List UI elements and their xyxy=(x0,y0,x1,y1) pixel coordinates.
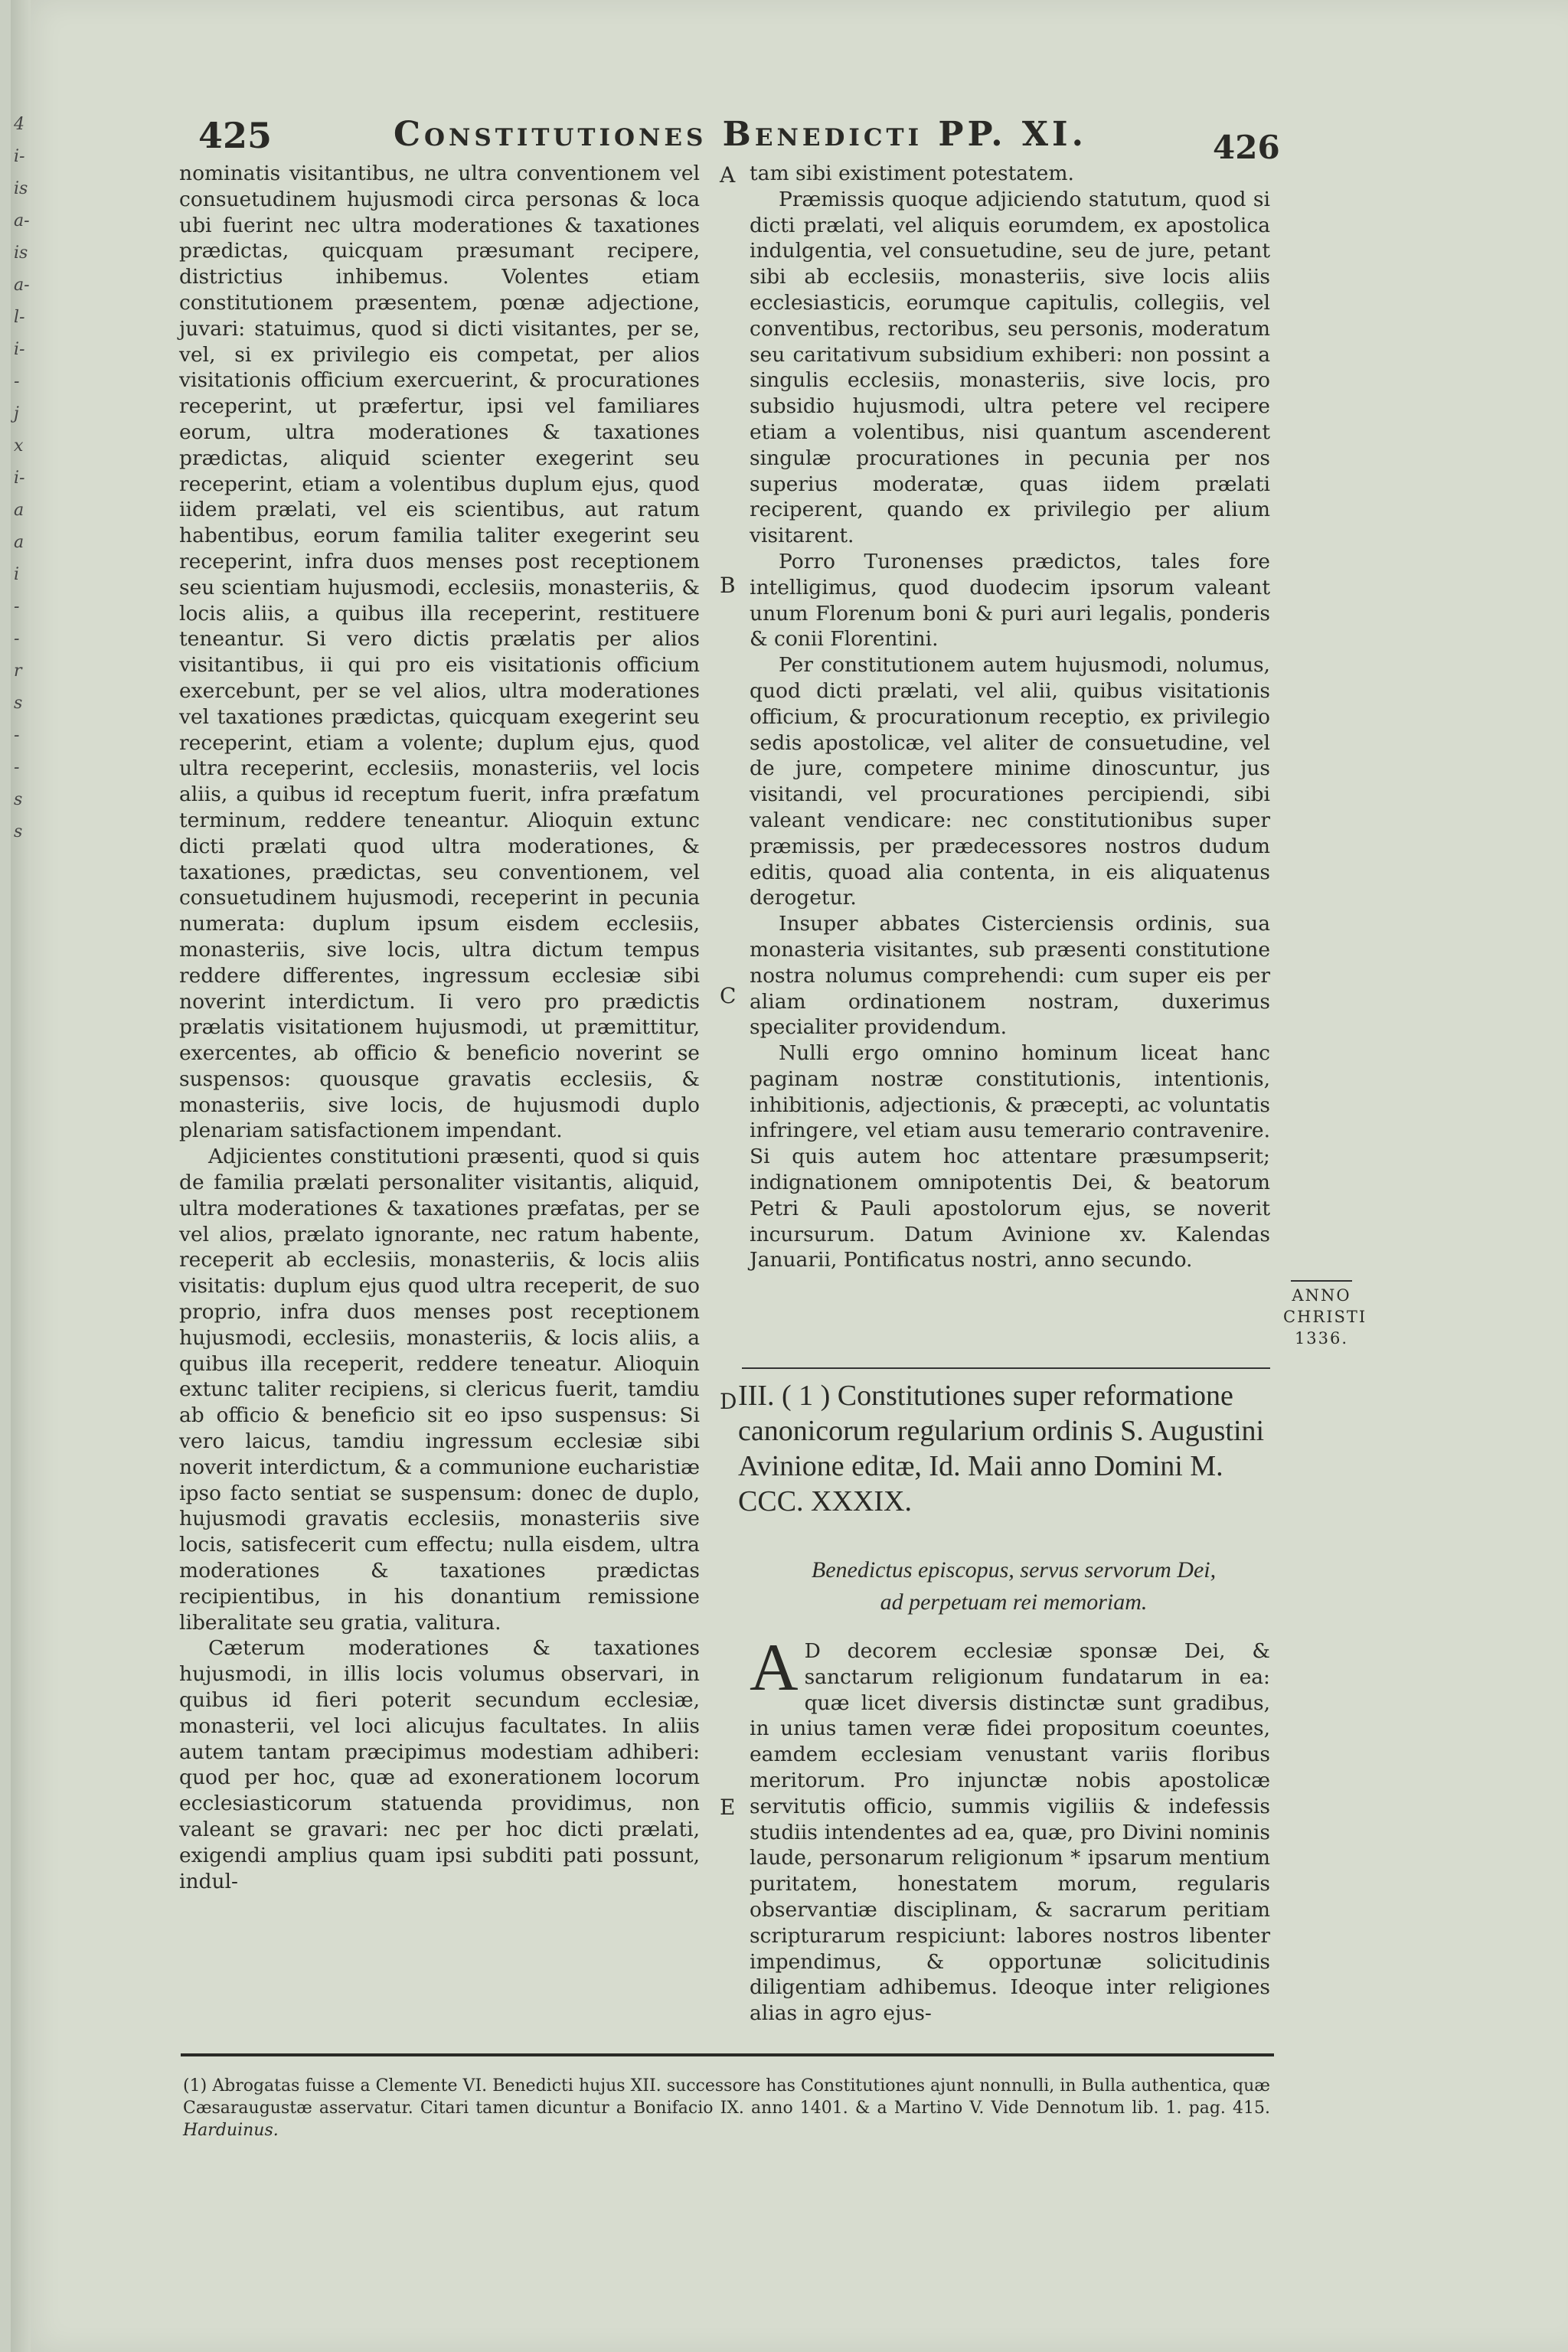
paragraph: Cæterum moderationes & taxationes hujusmodi, in illis locis volumus observari, in quibus id fieri poterit secundum ecclesiæ, monasterii, vel loci alicujus facultates. In aliis autem tantam præcipimus modestiam adhiberi: quod per hoc, quæ ad exonerationem locorum ecclesiasticorum statuenda providimus, non valeant se gravari: nec per hoc dicti prælati, exigendi amplius quam ipsi subditi pati possunt, indul- xyxy=(179,1636,700,1893)
paragraph: Nulli ergo omnino hominum liceat hanc paginam nostræ constitutionis, intentionis, inhibitionis, adjectionis, & præcepti, ac voluntatis infringere, vel etiam ausu temerario contravenire. Si quis autem hoc attentare præsumpserit; indignationem omnipotentis Dei, & beatorum Petri & Pauli apostolorum ejus, se noverit incursurum. Datum Avinione xv. Kalendas Januarii, Pontificatus nostri, anno secundo. xyxy=(750,1041,1270,1272)
facing-page-fragment: i- xyxy=(14,147,25,166)
facing-page-fragment: - xyxy=(14,726,20,745)
paragraph: Porro Turonenses prædictos, tales fore intelligimus, quod duodecim ipsorum valeant unum Florenum boni & puri auri legalis, ponderis & conii Florentini. xyxy=(750,549,1270,652)
facing-page-fragment: is xyxy=(14,243,28,263)
footnote-author: Harduinus. xyxy=(183,2121,279,2140)
facing-page-fragment: s xyxy=(14,694,23,713)
facing-page-fragment: s xyxy=(14,790,23,809)
facing-page-fragment: - xyxy=(14,597,20,616)
facing-page-fragment: i- xyxy=(14,340,25,359)
margin-note-line: 1336. xyxy=(1294,1329,1349,1348)
paragraph: nominatis visitantibus, ne ultra conventionem vel consuetudinem hujusmodi circa personas & loca ubi fuerint nec ultra moderationes & taxationes prædictas, quicquam præsumant recipere, districtius inhibemus. Volentes etiam constitutionem præsentem, pœnæ adjectione, juvari: statuimus, quod si dicti visitantes, per se, vel, si ex privilegio eis competat, per alios visitationis officium exercuerint, & procurationes receperint, ut præfertur, ipsi vel familiares eorum, ultra moderationes & taxationes prædictas, aliquid scienter exegerint seu receperint, etiam a volentibus duplum ejus, quod iidem prælati, vel eis scientibus, aut ratum habentibus, eorum familia taliter exegerint seu receperint, infra duos menses post receptionem seu scientiam hujusmodi, ecclesiis, monasteriis, & locis aliis, a quibus illa receperint, restituere teneantur. Si vero dictis prælatis per alios visitantibus, ii qui pro eis visitationis officium exercebunt, per se vel alios, ultra moderationes vel taxationes prædictas, quicquam exegerint seu receperint, etiam a volente; duplum ejus, quod ultra receperint, ecclesiis, monasteriis, vel locis aliis, a quibus id receptum fuerit, infra præfatum terminum, reddere teneantur. Alioquin extunc dicti prælati quod ultra moderationes, & taxationes, prædictas, seu conventionem, vel consuetudinem hujusmodi, receperint in pecunia numerata: duplum ipsum eisdem ecclesiis, monasteriis, sive locis, ultra dictum tempus reddere differentes, ingressum ecclesiæ sibi noverint interdictum. Ii vero pro prædictis prælatis visitationem hujusmodi, ut præmittitur, exercentes, ab officio & beneficio noverint se suspensos: quousque gravatis ecclesiis, & monasteriis, sive locis, de hujusmodi duplo plenariam satisfactionem impendant. xyxy=(179,162,700,1143)
paragraph: Præmissis quoque adjiciendo statutum, quod si dicti prælati, vel aliquis eorumdem, ex apostolica indulgentia, vel consuetudine, seu de jure, petant sibi ab ecclesiis, monasteriis, sive locis aliis ecclesiasticis, eorumque capitulis, collegiis, vel conventibus, rectoribus, seu personis, moderatum seu caritativum subsidium exhiberi: non possint a singulis ecclesiis, monasteriis, sive locis, pro subsidio hujusmodi, ultra petere vel recipere etiam a volentibus, nisi quantum ascenderent singulæ procurationes in pecunia per nos superius moderatæ, quas iidem prælati reciperent, quando ex privilegio per alium visitarent. xyxy=(750,187,1270,548)
facing-page-fragment: a xyxy=(14,533,24,552)
paragraph: Insuper abbates Cisterciensis ordinis, sua monasteria visitantes, sub præsenti constitutione nostra nolumus comprehendi: cum super eis per aliam ordinationem nostram, duxerimus specialiter providendum. xyxy=(750,912,1270,1040)
facing-page-fragment: x xyxy=(14,436,24,456)
salutation-line: ad perpetuam rei memoriam. xyxy=(880,1589,1148,1615)
footnote-divider xyxy=(181,2053,1274,2056)
section-marker-c: C xyxy=(720,983,737,1008)
facing-page-fragment: - xyxy=(14,372,20,391)
paragraph: Adjicientes constitutioni præsenti, quod si quis de familia prælati personaliter visitantis, aliquid, ultra moderationes & taxationes præfatas, per se vel alios, prælato ignorante, nec ratum habente, receperit ab ecclesiis, monasteriis, & locis aliis visitatis: duplum ejus quod ultra receperit, de suo proprio, infra duos menses post receptionem hujusmodi, ecclesiis, monasteriis, & locis aliis, a quibus illa receperit, reddere teneatur. Alioquin extunc taliter recipiens, si clericus fuerit, tamdiu ab officio & beneficio sit eo ipso suspensus: Si vero laicus, tamdiu ingressum ecclesiæ sibi noverit interdictum, & a communione eucharistiæ ipso facto sentiat se suspensum: donec de duplo, hujusmodi gravatis ecclesiis, monasteriis sive locis, satisfecerit cum effectu; nulla eisdem, ultra moderationes & taxationes prædictas recipientibus, in his donantium remissione liberalitate seu gratia, valitura. xyxy=(179,1145,700,1635)
section-marker-d: D xyxy=(720,1389,737,1414)
salutation xyxy=(753,1554,1274,1619)
footnote xyxy=(183,2075,1270,2141)
running-title: Constitutiones Benedicti PP. XI. xyxy=(394,115,1087,154)
facing-page-fragment: l- xyxy=(14,308,25,327)
right-column xyxy=(750,161,1270,1273)
section-heading: III. ( 1 ) Constitutiones super reformatione canonicorum regularium ordinis S. Augustini Avinione editæ, Id. Maii anno Domini M. CCC. XXXIX. xyxy=(738,1380,1265,1517)
page-number-left: 425 xyxy=(198,115,273,156)
left-column xyxy=(179,161,700,1894)
facing-page-fragment: a- xyxy=(14,211,30,230)
facing-page-fragment: j xyxy=(14,404,19,423)
facing-page-fragment: a- xyxy=(14,276,30,295)
facing-page-fragment: - xyxy=(14,629,20,648)
facing-page-fragment: is xyxy=(14,179,28,198)
footnote-text: (1) Abrogatas fuisse a Clemente VI. Benedicti hujus XII. successore has Constitutiones ajunt nonnulli, in Bulla authentica, quæ Cæsaraugustæ asservatur. Citari tamen dicuntur a Bonifacio IX. anno 1401. & a Martino V. Vide Dennotum lib. 1. pag. 415. xyxy=(183,2076,1270,2118)
page-number-right: 426 xyxy=(1213,129,1280,166)
margin-date-note xyxy=(1283,1280,1367,1349)
facing-page-fragment: s xyxy=(14,822,23,841)
section-marker-e: E xyxy=(720,1795,736,1820)
margin-rule xyxy=(1291,1280,1352,1282)
section-divider xyxy=(742,1367,1270,1369)
paragraph: tam sibi existiment potestatem. xyxy=(750,162,1074,185)
book-page xyxy=(11,0,1568,2352)
section-body-text: D decorem ecclesiæ sponsæ Dei, & sanctarum religionum fundatarum in ea: quæ licet diversis distinctæ sunt gradibus, in unius tamen veræ fidei propositum coeuntes, eamdem ecclesiam venustant variis floribus meritorum. Pro injunctæ nobis apostolicæ servitutis officio, summis vigiliis & indefessis studiis intendentes ad ea, quæ, pro Divini nominis laude, personarum religionum * ipsarum mentium puritatem, honestatem morum, regularis observantiæ disciplinam, & sacrarum peritiam scripturarum respiciunt: labores nostros libenter impendimus, & opportunæ solicitudinis diligentiam adhibemus. Ideoque inter religiones alias in agro ejus- xyxy=(750,1639,1270,2026)
facing-page-fragment: 4 xyxy=(14,115,24,134)
salutation-line: Benedictus episcopus, servus servorum Dei, xyxy=(811,1557,1217,1583)
drop-cap: A xyxy=(750,1631,799,1705)
section-marker-b: B xyxy=(720,573,736,598)
facing-page-fragment: i xyxy=(14,565,20,584)
section-body xyxy=(750,1631,1270,2027)
facing-page-fragment: a xyxy=(14,501,24,520)
facing-page-fragment: r xyxy=(14,662,22,681)
margin-note-line: ANNO xyxy=(1292,1286,1351,1305)
paragraph: Per constitutionem autem hujusmodi, nolumus, quod dicti prælati, vel alii, quibus visitationis officium, & procurationum receptio, ex privilegio sedis apostolicæ, vel aliter de consuetudine, vel de jure, competere minime dinoscuntur, jus visitandi, vel procurationes percipiendi, sibi valeant vendicare: nec constitutionibus super præmissis, per prædecessores nostros dudum editis, quoad alia contenta, in eis aliquatenus derogetur. xyxy=(750,653,1270,910)
facing-page-fragment: - xyxy=(14,758,20,777)
facing-page-fragment: i- xyxy=(14,469,25,488)
margin-note-line: CHRISTI xyxy=(1283,1308,1367,1326)
section-marker-a: A xyxy=(720,162,736,188)
